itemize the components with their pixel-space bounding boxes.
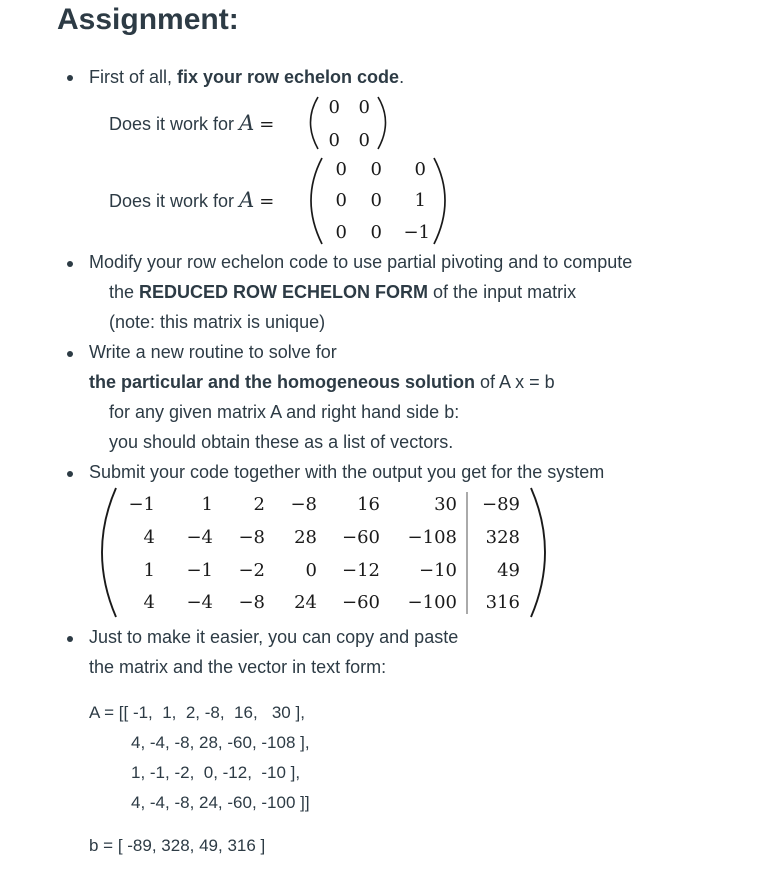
item3-line1: Write a new routine to solve for (89, 342, 337, 362)
matrix-2x2-cell: 0 (328, 97, 340, 118)
augmented-matrix-cell: 16 (357, 494, 380, 515)
question-2-label: Does it work for (109, 191, 235, 211)
item2-line2-post: of the input matrix (428, 282, 577, 302)
item1-text-pre: First of all, (89, 67, 178, 87)
augmented-matrix-cell: −8 (238, 592, 265, 613)
item3-line2-post: of A x = b (475, 372, 555, 392)
augmented-matrix-cell: −2 (238, 560, 265, 581)
equals-sign: = (259, 191, 275, 212)
item3-line3: for any given matrix A and right hand side b: (109, 402, 460, 422)
bullet (67, 471, 73, 477)
matrix-3x3-cell: 0 (335, 222, 347, 243)
code-matrix-line-2: 4, -4, -8, 28, -60, -108 ], (131, 733, 310, 752)
augmented-matrix-cell: 4 (143, 592, 155, 613)
augmented-matrix-cell: −100 (407, 592, 457, 613)
matrix-3x3-cell: 0 (370, 159, 382, 180)
augmented-matrix-cell: 2 (253, 494, 265, 515)
augmented-matrix-cell: −1 (186, 560, 213, 581)
augmented-matrix-cell: 24 (294, 592, 317, 613)
matrix-2x2-cell: 0 (328, 130, 340, 151)
code-matrix-line-1: A = [[ -1, 1, 2, -8, 16, 30 ], (89, 703, 305, 722)
augmented-rhs-cell: 328 (485, 527, 520, 548)
bullet (67, 351, 73, 357)
augmented-rhs-cell: 316 (485, 592, 520, 613)
augmented-matrix-brackets (0, 0, 600, 140)
augmented-matrix-cell: −60 (342, 527, 380, 548)
item2-line3: (note: this matrix is unique) (109, 312, 326, 332)
code-vector-b: b = [ -89, 328, 49, 316 ] (89, 836, 266, 855)
question-2 (109, 189, 274, 213)
item2-line2 (109, 281, 576, 303)
augmented-matrix-cell: 0 (305, 560, 317, 581)
augmented-matrix-cell: 4 (143, 527, 155, 548)
item5-line1: Just to make it easier, you can copy and paste (89, 627, 459, 647)
matrix-3x3-cell: 0 (335, 190, 347, 211)
item2-line2-pre: the (109, 282, 140, 302)
augmented-matrix-cell: 28 (294, 527, 317, 548)
code-matrix-line-3: 1, -1, -2, 0, -12, -10 ], (131, 763, 301, 782)
item3-line4: you should obtain these as a list of vectors. (109, 432, 454, 452)
bullet (67, 261, 73, 267)
augmented-matrix-cell: −12 (342, 560, 380, 581)
augmented-matrix-cell: −4 (186, 592, 213, 613)
augmented-matrix-cell: 1 (143, 560, 155, 581)
page-title: Assignment: (57, 3, 239, 36)
item4-line1: Submit your code together with the output you get for the system (89, 462, 605, 482)
matrix-3x3-cell: 1 (414, 190, 426, 211)
augmented-matrix-cell: −8 (238, 527, 265, 548)
equals-sign: = (259, 114, 275, 135)
item3-line2-bold: the particular and the homogeneous solution (89, 372, 476, 392)
matrix-3x3-cell: −1 (403, 222, 430, 243)
item5-line2: the matrix and the vector in text form: (89, 657, 387, 677)
item1-text-post: . (399, 67, 405, 87)
bullet (67, 636, 73, 642)
matrix-3x3-cell: 0 (370, 222, 382, 243)
matrix-3x3-cell: 0 (414, 159, 426, 180)
augmented-matrix-cell: −60 (342, 592, 380, 613)
augmented-matrix-cell: −108 (407, 527, 457, 548)
augmented-matrix-cell: −8 (290, 494, 317, 515)
matrix-var-A: A (239, 111, 255, 135)
augmented-matrix-cell: −1 (128, 494, 155, 515)
matrix-3x3-cell: 0 (370, 190, 382, 211)
item3-line2 (89, 371, 555, 393)
matrix-3x3-cell: 0 (335, 159, 347, 180)
matrix-2x2-cell: 0 (358, 97, 370, 118)
matrix-2x2-cell: 0 (358, 130, 370, 151)
code-matrix-line-4: 4, -4, -8, 24, -60, -100 ]] (131, 793, 310, 812)
item1-text-bold: fix your row echelon code (177, 67, 400, 87)
augmented-matrix-cell: 1 (201, 494, 213, 515)
item2-line2-bold: REDUCED ROW ECHELON FORM (139, 282, 429, 302)
question-1-label: Does it work for (109, 114, 235, 134)
augmented-rhs-cell: −89 (482, 494, 520, 515)
augmented-matrix-cell: 30 (434, 494, 457, 515)
matrix-var-A: A (239, 188, 255, 212)
item2-line1: Modify your row echelon code to use partial pivoting and to compute (89, 252, 633, 272)
augmented-matrix-cell: −10 (419, 560, 457, 581)
augmented-rhs-cell: 49 (497, 560, 520, 581)
augmented-matrix-cell: −4 (186, 527, 213, 548)
